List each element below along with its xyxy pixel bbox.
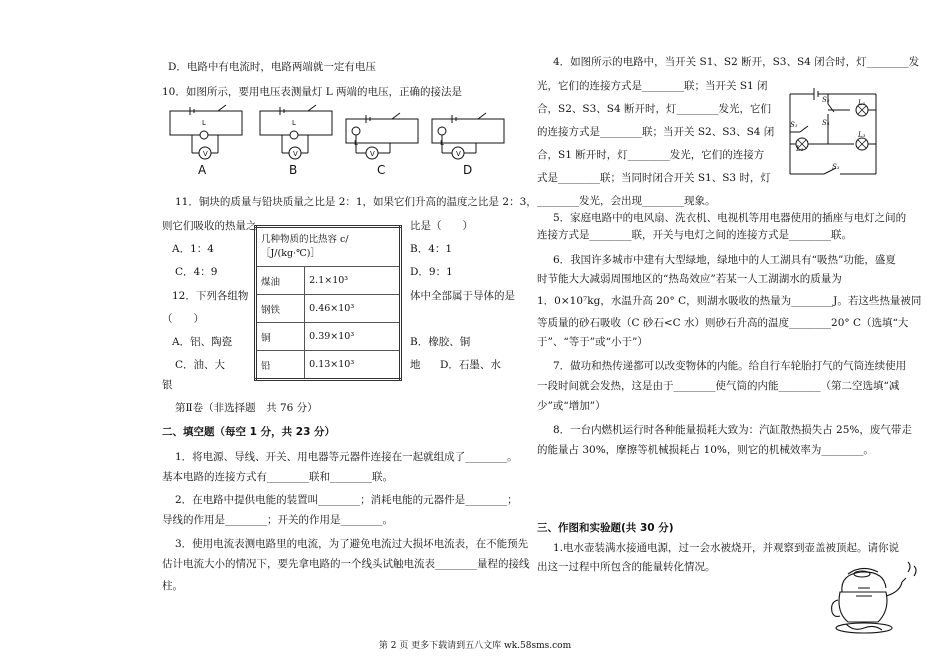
fill4-line6: 式是________联；当同时闭合开关 S1、S3 时，灯 [537, 172, 771, 184]
fill8-line1: 8．一台内燃机运行时各种能量损耗大致为：汽缸散热损失占 25%，废气带走 [553, 424, 912, 436]
svg-text:L: L [440, 139, 444, 147]
circuit-label-d: D [463, 163, 473, 177]
q11-option-d: D．9：1 [410, 266, 453, 278]
svg-text:V: V [293, 150, 298, 158]
circuit-label-c: C [377, 163, 386, 177]
fig-label-l3: L₃ [858, 131, 866, 139]
q11-line1: 11．铜块的质量与铅块质量之比是 2：1，如果它们升高的温度之比是 2：3， [175, 196, 537, 208]
q11-option-a: A．1：4 [172, 243, 214, 255]
fig-label-l1: L₁ [858, 99, 866, 107]
svg-text:L: L [202, 119, 206, 127]
fig-label-s2: S₂ [822, 96, 830, 104]
fill4-line1: 4．如图所示的电路中，当开关 S1、S2 断开，S3、S4 闭合时，灯________发 [553, 56, 920, 68]
fill7-line2: 一段时间就会发热，这是由于________使气筒的内能________（第二空选填“减 [537, 380, 900, 392]
fig-label-s4: S₄ [822, 119, 830, 127]
table-cell-substance: 煤油 [256, 267, 305, 295]
fig-label-l2: L₂ [796, 145, 804, 153]
q12-option-a: A．铝、陶瓷 [172, 336, 233, 348]
fill6-line2: 时节能大大减弱周围地区的“热岛效应”若某一人工湖湖水的质量为 [537, 273, 842, 285]
fill7-line3: 少”或“增加”） [537, 400, 606, 412]
q9-option-d: D．电路中有电流时，电路两端就一定有电压 [168, 61, 376, 73]
table-cell-substance: 铜 [256, 323, 305, 351]
fill7-line1: 7．做功和热传递都可以改变物体的内能。给自行车轮胎打气的气筒连续使用 [553, 360, 907, 372]
table-cell-value: 0.46×10³ [305, 295, 401, 323]
q12-option-d: D．石墨、水 [440, 359, 501, 371]
q11-option-c: C．4：9 [175, 266, 218, 278]
svg-text:L: L [354, 139, 358, 147]
q12-line1-right: 体中全部属于导体的是 [410, 290, 515, 302]
svg-text:V: V [456, 150, 461, 158]
fill4-line2: 光，它们的连接方式是________联；当开关 S1 闭 [537, 80, 768, 92]
fill6-line3: 1．0×10⁷kg，水温升高 20° C，则湖水吸收的热量为________J。若这些热量被同 [537, 295, 922, 307]
fig-label-s3: S₃ [832, 163, 840, 171]
fill4-line7: ________发光，会出现________现象。 [537, 195, 716, 207]
fill2-line2: 导线的作用是________；开关的作用是________。 [162, 514, 393, 526]
table-cell-value: 0.39×10³ [305, 323, 401, 351]
q10-stem: 10．如图所示，要用电压表测量灯 L 两端的电压，正确的接法是 [162, 86, 463, 98]
section3-title: 三、作图和实验题(共 30 分) [537, 522, 674, 534]
fill6-line1: 6．我国许多城市中建有大型绿地，绿地中的人工湖具有“吸热”功能，盛夏 [553, 254, 896, 266]
section2-title: 二、填空题（每空 1 分，共 23 分） [162, 426, 336, 438]
table-cell-substance: 铅 [256, 351, 305, 380]
table-row [256, 267, 401, 295]
table-row [256, 323, 401, 351]
fill4-line3: 合，S2、S3、S4 断开时，灯________发光，它们 [537, 103, 771, 115]
fill2-line1: 2．在电路中提供电能的装置叫________；消耗电能的元器件是________； [175, 494, 518, 506]
svg-text:V: V [370, 150, 375, 158]
q11-line2: 则它们吸收的热量之 [162, 220, 257, 232]
table-row [256, 351, 401, 380]
fill5-line2: 连接方式是________联，开关与电灯之间的连接方式是________联。 [537, 229, 852, 241]
q11-ratio-word: 比是（ ） [410, 220, 473, 232]
q12-tail: 银 [162, 379, 173, 391]
specific-heat-table [254, 225, 402, 381]
table-row [256, 295, 401, 323]
fill6-line4: 等质量的砂石吸收（C 砂石<C 水）则砂石升高的温度________20° C（选填“大 [537, 317, 909, 329]
fill4-line4: 的连接方式是________联；当开关 S2、S3、S4 闭 [537, 126, 775, 138]
q12-option-b: B．橡胶、铜 [410, 336, 471, 348]
fill1-line1: 1．将电源、导线、开关、用电器等元器件连接在一起就组成了________。 [175, 451, 518, 463]
fill3-line2: 估计电流大小的情况下，要先拿电路的一个线头试触电流表________量程的接线 [162, 558, 530, 570]
exp1-line2: 出这一过程中所包含的能量转化情况。 [537, 561, 716, 573]
q12-paren: （ ） [162, 313, 204, 325]
part2-title: 第Ⅱ卷（非选择题 共 76 分） [175, 402, 318, 414]
svg-text:V: V [203, 150, 208, 158]
fill1-line2: 基本电路的连接方式有________联和________联。 [162, 471, 393, 483]
fill6-line5: 于”、“等于”或“小于”） [537, 336, 648, 348]
q11-option-b: B．4：1 [410, 243, 453, 255]
electric-kettle-icon [828, 562, 918, 638]
fill5-line1: 5．家庭电路中的电风扇、洗衣机、电视机等用电器使用的插座与电灯之间的 [553, 212, 907, 224]
circuit-label-b: B [289, 163, 298, 177]
exp1-line1: 1.电水壶装满水接通电源，过一会水被烧开，并观察到壶盖被顶起。请你说 [553, 542, 900, 554]
fig-label-s1: S₁ [790, 121, 798, 129]
table-cell-value: 2.1×10³ [305, 267, 401, 295]
fill3-line1: 3．使用电流表测电路里的电流，为了避免电流过大损坏电流表，在不能预先 [175, 538, 529, 550]
table-caption: 几种物质的比热容 c/［J/(kg·℃)］ [256, 227, 401, 267]
fill4-line5: 合，S1 断开时，灯________发光，它们的连接方 [537, 149, 765, 161]
table-cell-substance: 钢铁 [256, 295, 305, 323]
q12-option-c: C．油、大 [175, 359, 226, 371]
q12-line1: 12．下列各组物 [172, 290, 249, 302]
fill3-line3: 柱。 [162, 580, 183, 592]
svg-text:L: L [292, 119, 296, 127]
circuit-label-a: A [198, 163, 207, 177]
q10-circuits [160, 105, 480, 175]
table-cell-value: 0.13×10³ [305, 351, 401, 380]
q12-option-c-tail: 地 [410, 359, 421, 371]
page-footer: 第 2 页 更多下载请到五八文库 wk.58sms.com [378, 641, 572, 651]
fill8-line2: 的能量占 30%，摩擦等机械损耗占 10%，则它的机械效率为________。 [537, 444, 874, 456]
